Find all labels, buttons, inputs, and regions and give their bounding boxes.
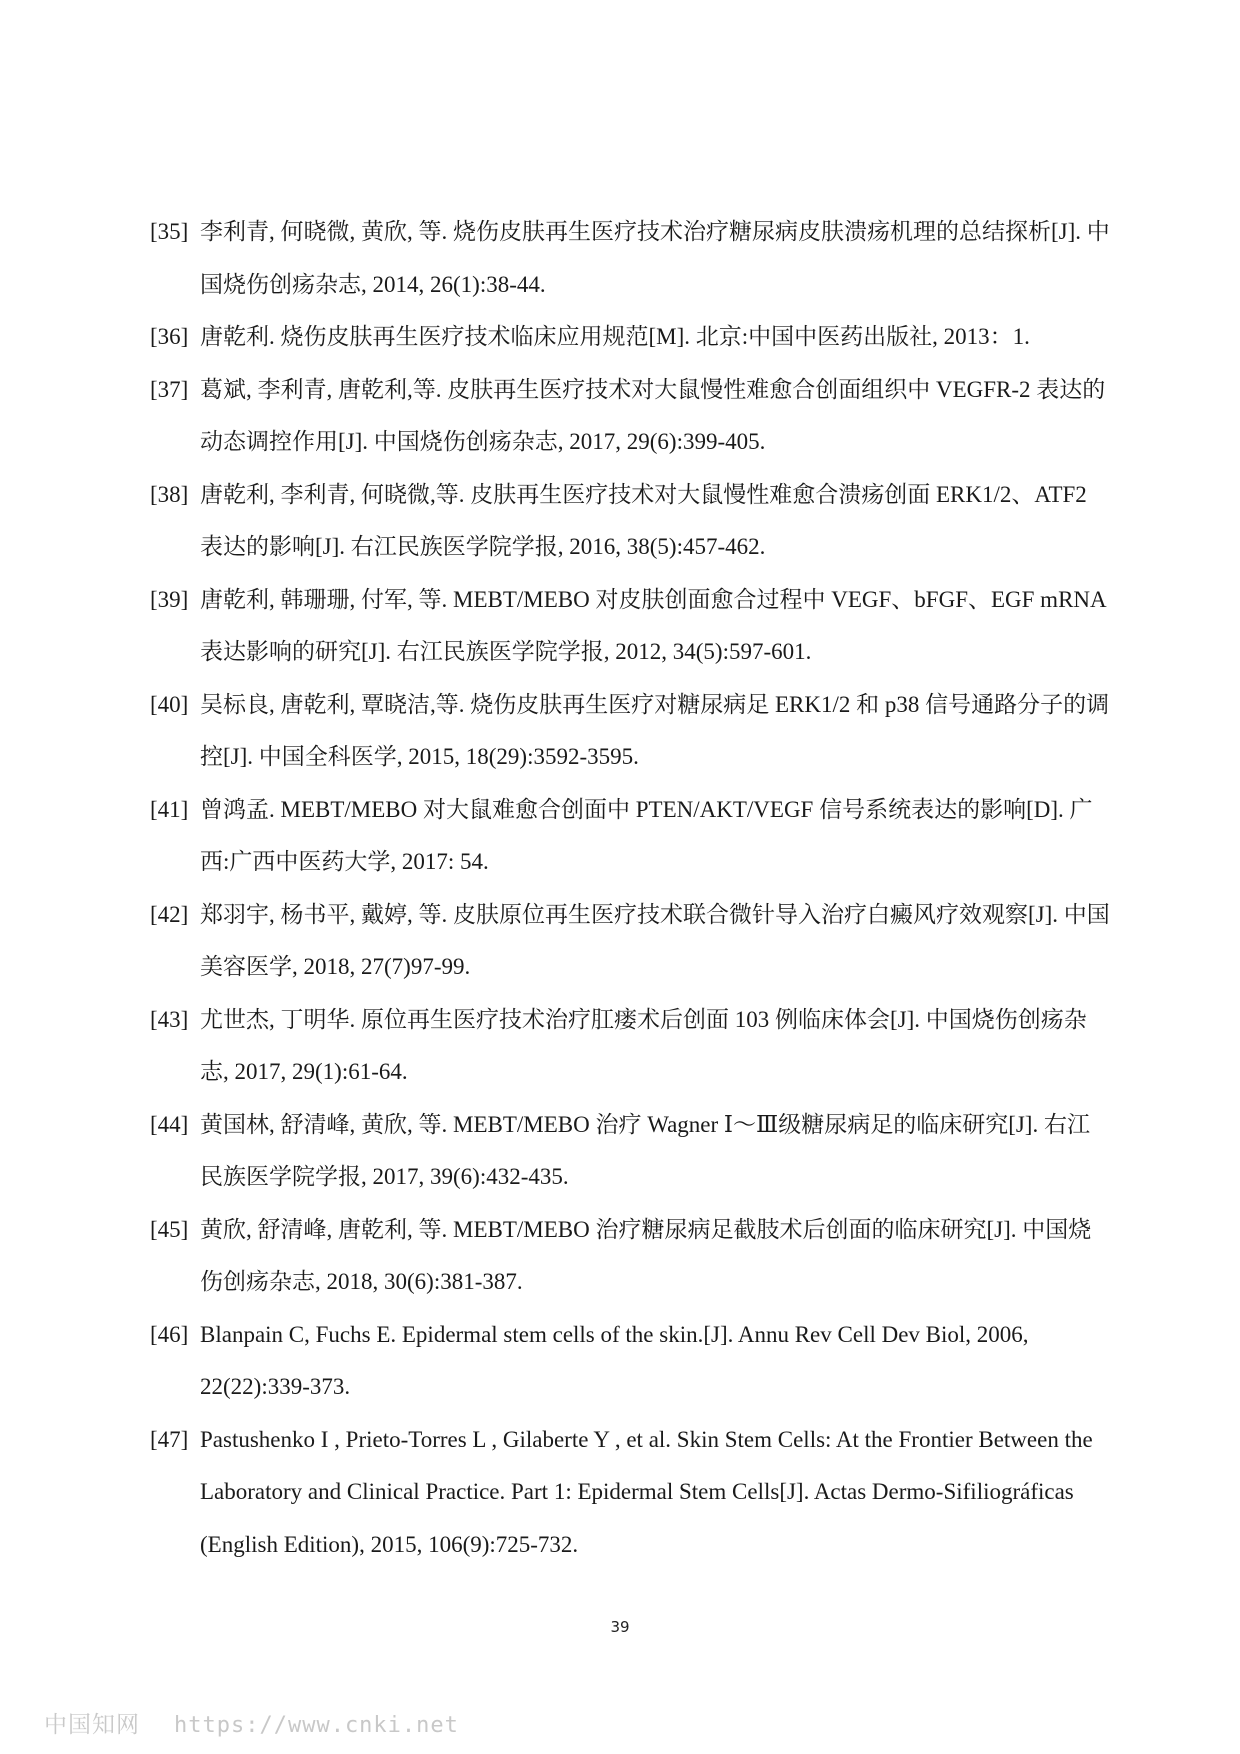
watermark-url: https://www.cnki.net: [174, 1713, 459, 1738]
reference-text: 李利青, 何晓微, 黄欣, 等. 烧伤皮肤再生医疗技术治疗糖尿病皮肤溃疡机理的总结探析[J]. 中国烧伤创疡杂志, 2014, 26(1):38-44.: [200, 219, 1110, 297]
reference-text: 黄欣, 舒清峰, 唐乾利, 等. MEBT/MEBO 治疗糖尿病足截肢术后创面的临床研究[J]. 中国烧伤创疡杂志, 2018, 30(6):381-387.: [200, 1216, 1092, 1294]
reference-text: 葛斌, 李利青, 唐乾利,等. 皮肤再生医疗技术对大鼠慢性难愈合创面组织中 VEGFR-2 表达的动态调控作用[J]. 中国烧伤创疡杂志, 2017, 29(6):399-405.: [200, 376, 1106, 454]
reference-number: [39]: [150, 586, 189, 612]
reference-item: [150, 311, 1110, 364]
reference-number: [46]: [150, 1321, 189, 1347]
reference-text: 郑羽宇, 杨书平, 戴婷, 等. 皮肤原位再生医疗技术联合微针导入治疗白癜风疗效观察[J]. 中国美容医学, 2018, 27(7)97-99.: [200, 901, 1110, 979]
reference-number: [38]: [150, 481, 189, 507]
reference-text: 唐乾利. 烧伤皮肤再生医疗技术临床应用规范[M]. 北京:中国中医药出版社, 2013：1.: [200, 324, 1030, 349]
reference-item: [150, 1309, 1110, 1414]
reference-number: [45]: [150, 1216, 189, 1242]
reference-item: [150, 574, 1110, 679]
reference-item: [150, 1414, 1110, 1572]
reference-number: [35]: [150, 219, 189, 244]
reference-text: 尤世杰, 丁明华. 原位再生医疗技术治疗肛瘘术后创面 103 例临床体会[J]. 中国烧伤创疡杂志, 2017, 29(1):61-64.: [200, 1006, 1087, 1084]
reference-item: [150, 469, 1110, 574]
reference-item: [150, 364, 1110, 469]
reference-item: [150, 994, 1110, 1099]
cnki-watermark: [44, 1706, 459, 1739]
reference-text: 唐乾利, 韩珊珊, 付军, 等. MEBT/MEBO 对皮肤创面愈合过程中 VEGF、bFGF、EGF mRNA 表达影响的研究[J]. 右江民族医学院学报, 2012, 34(5):597-601.: [200, 586, 1106, 664]
reference-number: [40]: [150, 691, 189, 717]
reference-text: 吴标良, 唐乾利, 覃晓洁,等. 烧伤皮肤再生医疗对糖尿病足 ERK1/2 和 p38 信号通路分子的调控[J]. 中国全科医学, 2015, 18(29):3592-3595.: [200, 691, 1110, 769]
watermark-name: 中国知网: [44, 1712, 140, 1738]
page-number: 39: [610, 1618, 630, 1636]
reference-item: [150, 679, 1110, 784]
reference-number: [42]: [150, 901, 189, 927]
reference-item: [150, 889, 1110, 994]
reference-number: [47]: [150, 1426, 189, 1452]
reference-text: Pastushenko I , Prieto-Torres L , Gilaberte Y , et al. Skin Stem Cells: At the Frontier Between the Laboratory and Clinical Practice. Part 1: Epidermal Stem Cells[J]. Actas Dermo-Sifiliográficas (English Edition), 2015, 106(9):725-732.: [200, 1426, 1093, 1557]
reference-text: 黄国林, 舒清峰, 黄欣, 等. MEBT/MEBO 治疗 Wagner Ⅰ～Ⅲ级糖尿病足的临床研究[J]. 右江民族医学院学报, 2017, 39(6):432-435.: [200, 1111, 1090, 1189]
reference-number: [36]: [150, 324, 189, 349]
reference-number: [44]: [150, 1111, 189, 1137]
reference-item: [150, 1099, 1110, 1204]
reference-number: [41]: [150, 796, 189, 822]
reference-list: [150, 206, 1110, 1571]
reference-text: Blanpain C, Fuchs E. Epidermal stem cells of the skin.[J]. Annu Rev Cell Dev Biol, 2006, 22(22):339-373.: [200, 1321, 1029, 1399]
reference-item: [150, 784, 1110, 889]
reference-item: [150, 1204, 1110, 1309]
reference-number: [43]: [150, 1006, 189, 1032]
reference-number: [37]: [150, 376, 189, 402]
reference-text: 唐乾利, 李利青, 何晓微,等. 皮肤再生医疗技术对大鼠慢性难愈合溃疡创面 ERK1/2、ATF2 表达的影响[J]. 右江民族医学院学报, 2016, 38(5):457-462.: [200, 481, 1087, 559]
reference-item: [150, 206, 1110, 311]
reference-text: 曾鸿孟. MEBT/MEBO 对大鼠难愈合创面中 PTEN/AKT/VEGF 信号系统表达的影响[D]. 广西:广西中医药大学, 2017: 54.: [200, 796, 1093, 874]
